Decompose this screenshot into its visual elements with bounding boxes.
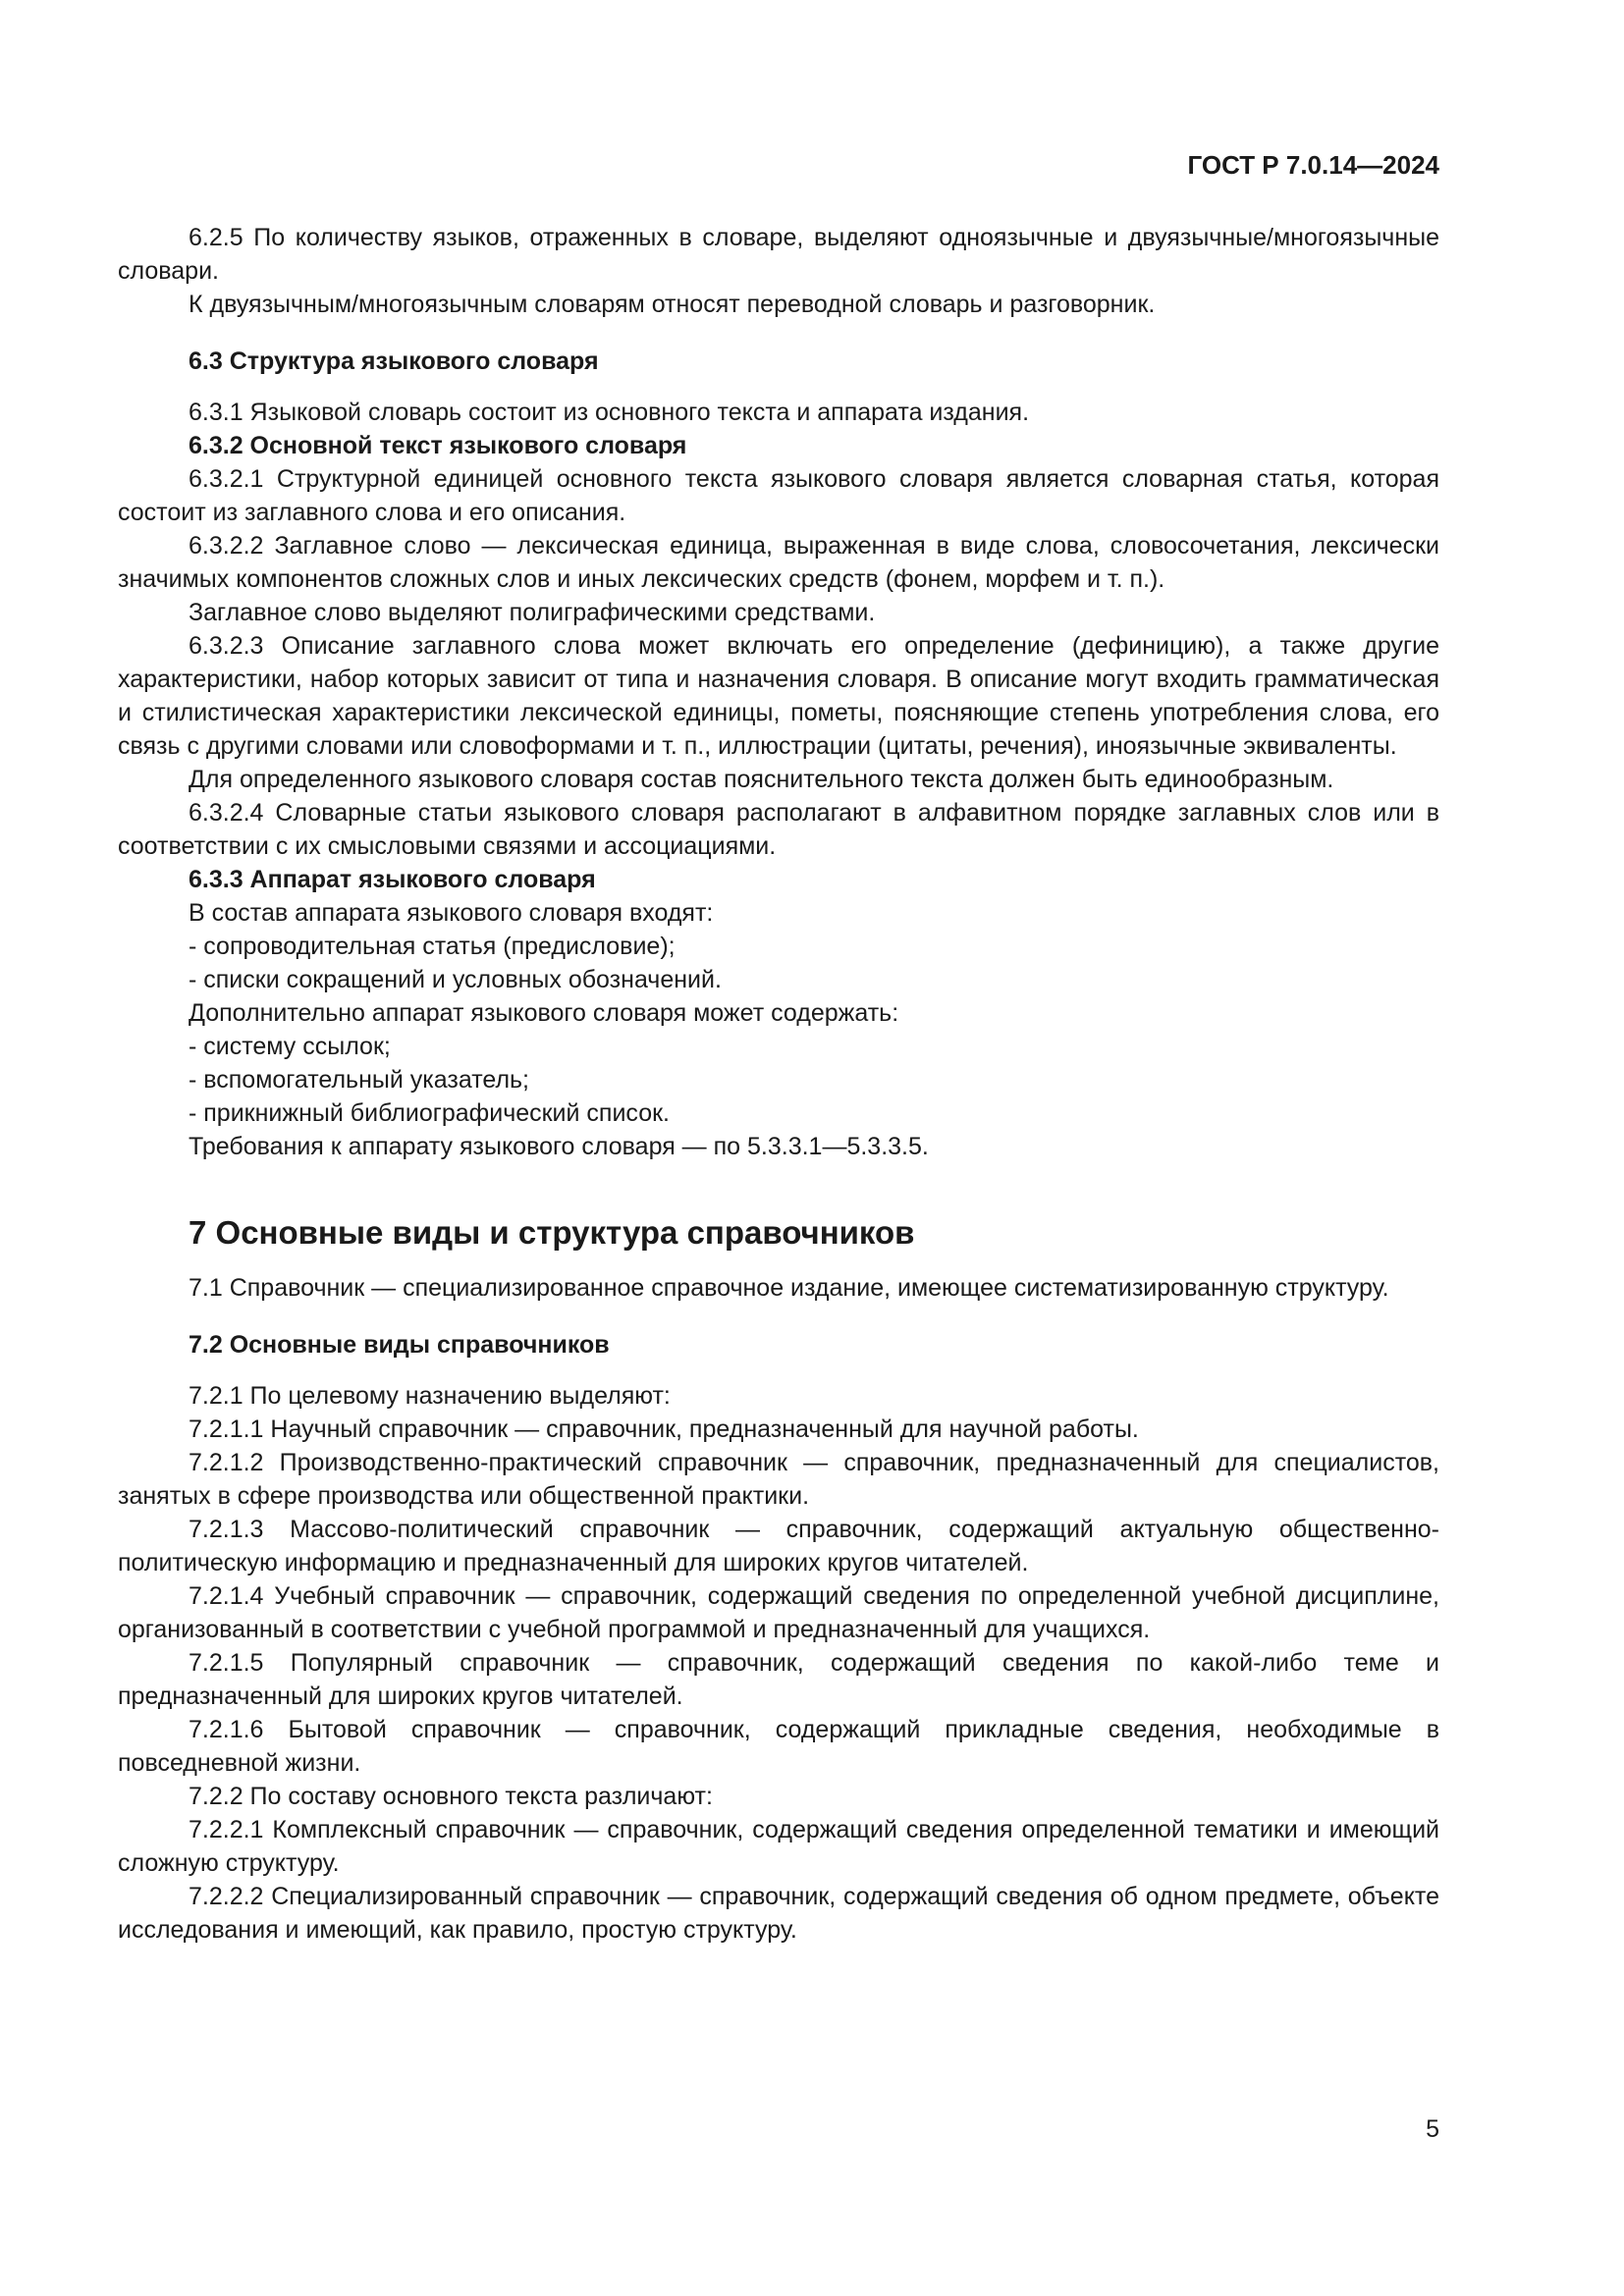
paragraph-6-3-2-2: 6.3.2.2 Заглавное слово — лексическая единица, выраженная в виде слова, словосочетания, лексически значимых компонентов сложных слов и иных лексических средств (фонем, морфем и т. п.). (118, 532, 1439, 593)
paragraph-7-2-1-4: 7.2.1.4 Учебный справочник — справочник, содержащий сведения по определенной учебной дисциплине, организованный в соответствии с учебной программой и предназначенный для учащихся. (118, 1582, 1439, 1643)
heading-7-2: 7.2 Основные виды справочников (189, 1331, 610, 1359)
list-item: - прикнижный библиографический список. (189, 1099, 671, 1127)
paragraph-6-3-1: 6.3.1 Языковой словарь состоит из основного текста и аппарата издания. (189, 399, 1030, 426)
standard-header: ГОСТ Р 7.0.14—2024 (1187, 150, 1439, 180)
paragraph-6-3-3-intro: В состав аппарата языкового словаря входят: (189, 899, 714, 927)
list-item: - списки сокращений и условных обозначений. (189, 966, 722, 993)
heading-6-3-3: 6.3.3 Аппарат языкового словаря (189, 866, 596, 893)
heading-6-3: 6.3 Структура языкового словаря (189, 347, 599, 375)
heading-6-3-2: 6.3.2 Основной текст языкового словаря (189, 432, 687, 459)
section-heading-7: 7 Основные виды и структура справочников (189, 1214, 915, 1251)
paragraph-7-2-1-5: 7.2.1.5 Популярный справочник — справочник, содержащий сведения по какой-либо теме и предназначенный для широких кругов читателей. (118, 1649, 1439, 1710)
paragraph-7-2-1-1: 7.2.1.1 Научный справочник — справочник, предназначенный для научной работы. (189, 1415, 1139, 1443)
paragraph-7-2-1-2: 7.2.1.2 Производственно-практический справочник — справочник, предназначенный для специалистов, занятых в сфере производства или общественной практики. (118, 1449, 1439, 1510)
paragraph-7-2-2-2: 7.2.2.2 Специализированный справочник — справочник, содержащий сведения об одном предмете, объекте исследования и имеющий, как правило, простую структуру. (118, 1883, 1439, 1944)
list-item: - сопроводительная статья (предисловие); (189, 933, 676, 960)
paragraph-6-3-3-requirements: Требования к аппарату языкового словаря — по 5.3.3.1—5.3.3.5. (189, 1133, 929, 1160)
paragraph-6-3-2-3-b: Для определенного языкового словаря состав пояснительного текста должен быть единообразным. (189, 766, 1334, 793)
paragraph-6-3-2-4: 6.3.2.4 Словарные статьи языкового словаря располагают в алфавитном порядке заглавных слов или в соответствии с их смысловыми связями и ассоциациями. (118, 799, 1439, 860)
paragraph-7-2-2-1: 7.2.2.1 Комплексный справочник — справочник, содержащий сведения определенной тематики и имеющий сложную структуру. (118, 1816, 1439, 1877)
paragraph-6-3-2-2-b: Заглавное слово выделяют полиграфическими средствами. (189, 599, 876, 626)
paragraph-6-3-3-extra: Дополнительно аппарат языкового словаря может содержать: (189, 999, 899, 1027)
paragraph-6-3-2-1: 6.3.2.1 Структурной единицей основного текста языкового словаря является словарная статья, которая состоит из заглавного слова и его описания. (118, 465, 1439, 526)
paragraph-7-1: 7.1 Справочник — специализированное справочное издание, имеющее систематизированную структуру. (189, 1274, 1389, 1302)
paragraph-6-2-5-b: К двуязычным/многоязычным словарям относят переводной словарь и разговорник. (189, 291, 1156, 318)
paragraph-6-2-5: 6.2.5 По количеству языков, отраженных в словаре, выделяют одноязычные и двуязычные/многоязычные словари. (118, 224, 1439, 285)
document-body (118, 221, 1439, 1947)
page-number: 5 (1426, 2115, 1439, 2143)
paragraph-6-3-2-3: 6.3.2.3 Описание заглавного слова может включать его определение (дефиницию), а также другие характеристики, набор которых зависит от типа и назначения словаря. В описание могут входить грамматическая и стилистическая характеристики лексической единицы, пометы, поясняющие степень употребления слова, его связь с другими словами или словоформами и т. п., иллюстрации (цитаты, речения), иноязычные эквиваленты. (118, 632, 1439, 760)
list-item: - систему ссылок; (189, 1033, 391, 1060)
list-item: - вспомогательный указатель; (189, 1066, 529, 1094)
paragraph-7-2-1-3: 7.2.1.3 Массово-политический справочник — справочник, содержащий актуальную общественно-политическую информацию и предназначенный для широких кругов читателей. (118, 1516, 1439, 1576)
paragraph-7-2-1-6: 7.2.1.6 Бытовой справочник — справочник, содержащий прикладные сведения, необходимые в повседневной жизни. (118, 1716, 1439, 1777)
paragraph-7-2-2: 7.2.2 По составу основного текста различают: (189, 1783, 713, 1810)
paragraph-7-2-1: 7.2.1 По целевому назначению выделяют: (189, 1382, 671, 1410)
